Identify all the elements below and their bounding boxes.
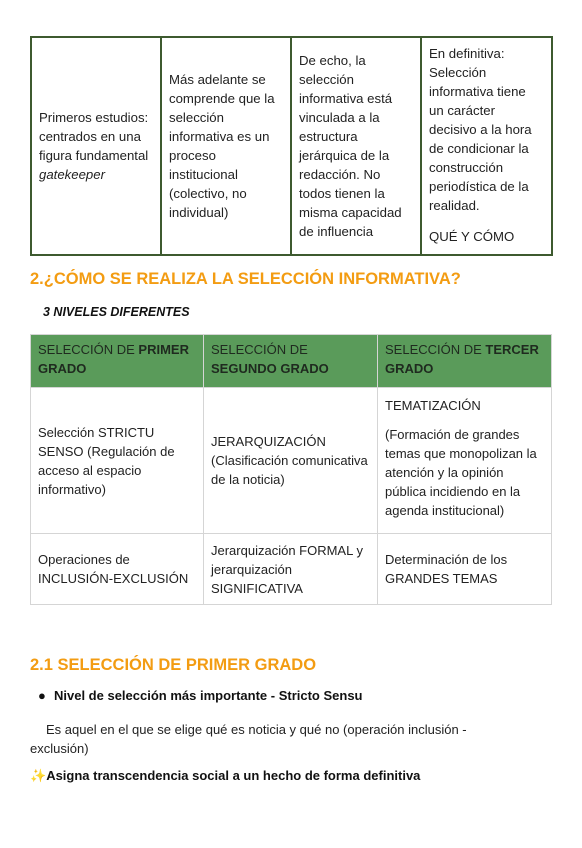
header-2-bold: SEGUNDO GRADO	[211, 361, 329, 376]
intro-cell-3-text: De echo, la selección informativa está vinculada a la estructura jerárquica de la redacción. No todos tienen la misma capacidad de influencia	[299, 53, 402, 239]
intro-cell-1-text: Primeros estudios: centrados en una figura fundamental	[39, 110, 149, 163]
table-row	[31, 37, 552, 255]
header-2-prefix: SELECCIÓN DE	[211, 342, 308, 357]
section-2-heading: 2.¿CÓMO SE REALIZA LA SELECCIÓN INFORMATIVA?	[30, 270, 461, 288]
levels-table	[30, 334, 552, 605]
table-row	[31, 388, 552, 534]
tematizacion-body: (Formación de grandes temas que monopolizan la atención y la opinión pública incidiendo en la agenda institucional)	[385, 427, 537, 518]
bullet-text: Nivel de selección más importante - Stricto Sensu	[54, 688, 363, 703]
intro-cell-4-footer: QUÉ Y CÓMO	[429, 229, 515, 244]
header-first-grade	[31, 335, 204, 388]
paragraph-line-2: exclusión)	[30, 741, 89, 756]
highlight-text: Asigna transcendencia social a un hecho de forma definitiva	[46, 768, 421, 783]
intro-table	[30, 36, 553, 256]
row2-third-grade: Determinación de los GRANDES TEMAS	[378, 534, 552, 605]
gatekeeper-term: gatekeeper	[39, 167, 105, 182]
highlight-line	[30, 768, 420, 784]
sparkles-icon: ✨	[30, 768, 47, 783]
table-header-row	[31, 335, 552, 388]
row2-second-grade: Jerarquización FORMAL y jerarquización SIGNIFICATIVA	[204, 534, 378, 605]
row1-second-grade: JERARQUIZACIÓN (Clasificación comunicativa de la noticia)	[204, 388, 378, 534]
intro-cell-2-text: Más adelante se comprende que la selección informativa es un proceso institucional (colectivo, no individual)	[169, 72, 275, 220]
bullet-dot-icon: ●	[38, 688, 46, 703]
section-2-1-heading: 2.1 SELECCIÓN DE PRIMER GRADO	[30, 656, 317, 674]
intro-cell-4	[421, 37, 552, 255]
paragraph-line-1: Es aquel en el que se elige qué es noticia y qué no (operación inclusión -	[46, 722, 467, 737]
row1-first-grade: Selección STRICTU SENSO (Regulación de acceso al espacio informativo)	[31, 388, 204, 534]
section-2-subheading: 3 NIVELES DIFERENTES	[43, 305, 190, 319]
row2-first-grade: Operaciones de INCLUSIÓN-EXCLUSIÓN	[31, 534, 204, 605]
header-third-grade	[378, 335, 552, 388]
header-3-prefix: SELECCIÓN DE	[385, 342, 486, 357]
table-row	[31, 534, 552, 605]
row1-third-grade	[378, 388, 552, 534]
intro-cell-1	[31, 37, 161, 255]
intro-cell-4-text: En definitiva: Selección informativa tiene un carácter decisivo a la hora de condicionar la construcción periodística de la realidad.	[429, 46, 532, 213]
header-1-prefix: SELECCIÓN DE	[38, 342, 139, 357]
intro-cell-3	[291, 37, 421, 255]
header-3-bold: TERCER GRADO	[385, 342, 539, 376]
header-1-bold: PRIMER GRADO	[38, 342, 189, 376]
intro-cell-2	[161, 37, 291, 255]
definition-paragraph	[30, 720, 530, 758]
list-item	[38, 688, 362, 703]
header-second-grade	[204, 335, 378, 388]
tematizacion-title: TEMATIZACIÓN	[385, 398, 481, 413]
